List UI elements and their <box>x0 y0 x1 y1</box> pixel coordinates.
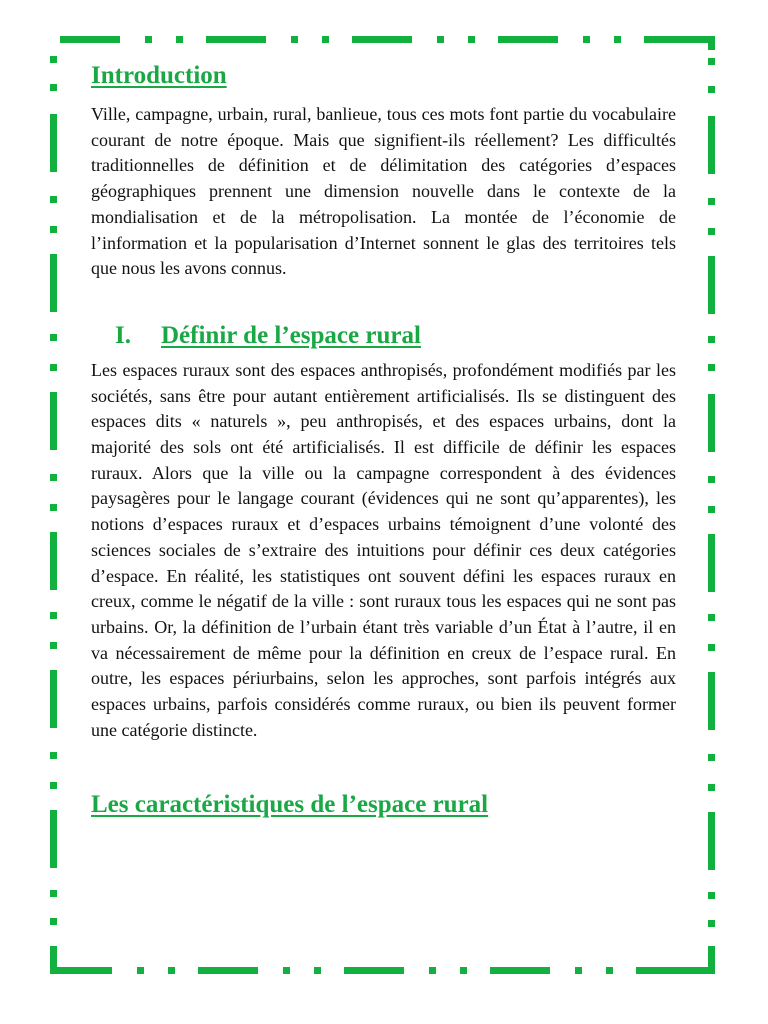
document-body <box>91 58 676 823</box>
intro-heading: Introduction <box>91 62 227 89</box>
section-title: Définir de l’espace rural <box>161 321 421 349</box>
section-number: I. <box>115 321 131 349</box>
intro-paragraph: Ville, campagne, urbain, rural, banlieue, tous ces mots font partie du vocabulaire courant de notre époque. Mais que signifient-ils réellement? Les difficultés traditionnelles de définition et de délimitation des catégories d’espaces géographiques prennent une dimension nouvelle dans le contexte de la mondialisation et de la métropolisation. La montée de l’économie de l’information et la popularisation d’Internet sonnent le glas des territoires tels que nous les avons connus. <box>91 104 676 279</box>
section-paragraph: Les espaces ruraux sont des espaces anthropisés, profondément modifiés par les sociétés, sans être pour autant entièrement artificialisés. Ils se distinguent des espaces dits « naturels », peu anthropisés, et des espaces urbains, dont la majorité des sols ont été artificialisés. Il est difficile de définir les espaces ruraux. Alors que la ville ou la campagne correspondent à des évidences paysagères pour le langage courant (évidences qui ne sont qu’apparentes), les notions d’espaces ruraux et d’espaces urbains témoignent d’une volonté des sciences sociales de s’extraire des intuitions pour définir ces deux catégories d’espace. En réalité, les statistiques ont souvent défini les espaces ruraux en creux, comme le négatif de la ville : sont ruraux tous les espaces qui ne sont pas urbains. Or, la définition de l’urbain étant très variable d’un État à l’autre, il en va nécessairement de même pour la définition en creux de l’espace rural. En outre, les espaces périurbains, selon les approches, sont parfois intégrés aux espaces urbains, parfois considérés comme ruraux, ou bien ils peuvent former une catégorie distincte. <box>91 359 676 740</box>
section-heading-1 <box>91 318 676 354</box>
section-heading-2: Les caractéristiques de l’espace rural <box>91 791 489 819</box>
